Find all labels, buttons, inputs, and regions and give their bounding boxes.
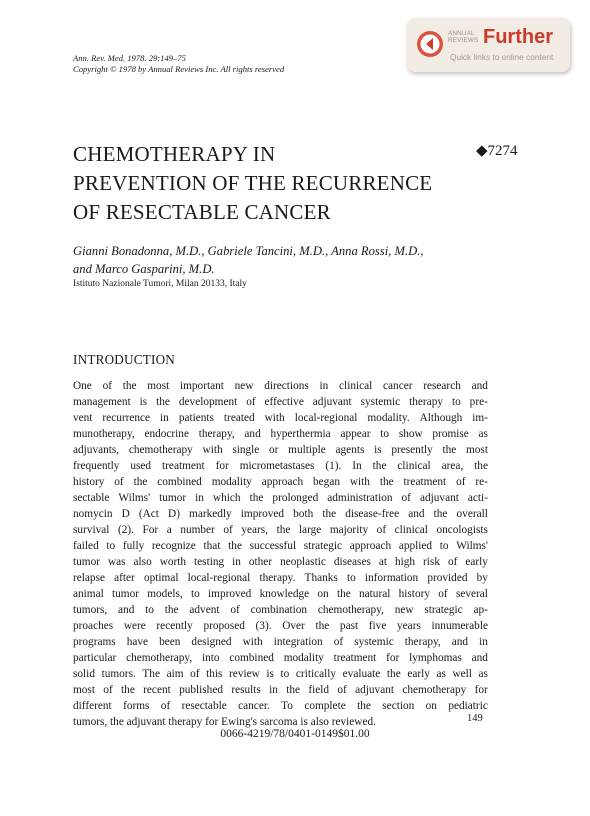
- text-line: [73, 378, 488, 394]
- word: adjuvant: [312, 396, 352, 408]
- word: adjuvant: [126, 716, 169, 728]
- annual-reviews-wordmark: [448, 30, 478, 44]
- word: treated: [223, 412, 255, 424]
- word: risk: [423, 556, 440, 568]
- word: sarcoma: [259, 716, 301, 728]
- word: and: [118, 604, 135, 616]
- text-line: [73, 586, 488, 602]
- word: the: [164, 604, 179, 616]
- word: on: [425, 700, 437, 712]
- word: multiple: [288, 444, 326, 456]
- text-line: [73, 602, 488, 618]
- word: that: [203, 540, 221, 552]
- word: In: [352, 460, 362, 472]
- author-list: [73, 242, 424, 278]
- word: the: [286, 684, 301, 696]
- word: disease-free: [345, 508, 400, 520]
- text-line: [73, 522, 488, 538]
- word: oncologists: [436, 524, 488, 536]
- word: or: [269, 444, 279, 456]
- word: area,: [441, 460, 464, 472]
- word: as: [436, 668, 446, 680]
- word: results: [231, 684, 261, 696]
- word: effective: [264, 396, 304, 408]
- word: micrometastases: [239, 460, 315, 472]
- word: combined: [229, 652, 274, 664]
- word: field: [308, 684, 330, 696]
- word: five: [368, 620, 387, 632]
- word: modality.: [367, 412, 410, 424]
- word: number: [180, 524, 215, 536]
- word: in: [269, 684, 278, 696]
- word: vent: [73, 412, 93, 424]
- word: diseases: [333, 556, 371, 568]
- word: designed: [191, 636, 232, 648]
- word: markedly: [189, 508, 232, 520]
- word: is: [300, 716, 311, 728]
- word: and: [471, 380, 488, 392]
- word: and: [408, 508, 425, 520]
- word: appear: [340, 428, 371, 440]
- word: development: [178, 396, 238, 408]
- title-line: OF RESECTABLE CANCER: [73, 200, 331, 224]
- word: of: [438, 588, 448, 600]
- word: overall: [456, 508, 488, 520]
- word: approach: [261, 476, 304, 488]
- word: One: [73, 380, 92, 392]
- author-line: Gianni Bonadonna, M.D., Gabriele Tancini, M.D., Anna Rossi, M.D.,: [73, 244, 424, 258]
- word: clinical: [394, 524, 428, 536]
- word: important: [179, 380, 224, 392]
- word: treatment: [403, 476, 447, 488]
- word: of: [190, 668, 200, 680]
- word: of: [160, 700, 171, 712]
- word: of: [114, 476, 124, 488]
- word: as: [478, 668, 488, 680]
- text-line: [73, 618, 488, 634]
- word: the: [133, 476, 148, 488]
- text-line: [73, 490, 488, 506]
- word: local-regional: [294, 412, 358, 424]
- word: endocrine: [144, 428, 189, 440]
- word: the: [276, 524, 291, 536]
- title-line: PREVENTION OF THE RECURRENCE: [73, 171, 433, 195]
- word: tumors,: [73, 604, 108, 616]
- word: both: [293, 508, 314, 520]
- word: the: [442, 444, 457, 456]
- word: natural: [359, 588, 391, 600]
- word: early: [465, 556, 488, 568]
- word: the: [474, 460, 488, 472]
- word: ap-: [473, 604, 488, 616]
- word: of: [333, 636, 344, 648]
- word: hyperthermia: [270, 428, 331, 440]
- word: re-: [475, 476, 488, 488]
- word: Although: [419, 412, 463, 424]
- word: history: [398, 588, 431, 600]
- word: also: [310, 716, 332, 728]
- word: of: [102, 380, 112, 392]
- word: for: [205, 716, 222, 728]
- word: after: [114, 572, 135, 584]
- word: the: [121, 684, 135, 696]
- word: chemotherapy: [128, 444, 193, 456]
- text-line: [73, 634, 488, 650]
- word: at: [378, 556, 387, 568]
- word: of: [337, 684, 347, 696]
- title-line: CHEMOTHERAPY IN: [73, 142, 276, 166]
- word: (Act: [138, 508, 159, 520]
- word: clinical: [339, 380, 373, 392]
- word: tumor: [112, 588, 139, 600]
- word: published: [179, 684, 223, 696]
- word: promise: [432, 428, 469, 440]
- word: acti-: [467, 492, 488, 504]
- word: combination: [250, 604, 308, 616]
- word: programs: [73, 636, 116, 648]
- word: munotherapy,: [73, 428, 135, 440]
- word: critically: [295, 668, 337, 680]
- word: have: [126, 636, 149, 648]
- word: of: [230, 604, 240, 616]
- word: to: [280, 668, 290, 680]
- word: most: [147, 380, 170, 392]
- article-number: ◆7274: [476, 143, 518, 159]
- word: tumor: [73, 556, 100, 568]
- word: successful: [249, 540, 297, 552]
- word: and: [451, 636, 469, 648]
- word: For: [142, 524, 159, 536]
- word: therapy,: [404, 636, 441, 648]
- word: clinical: [397, 460, 431, 472]
- word: reviewed.: [331, 716, 376, 728]
- affiliation: Istituto Nazionale Tumori, Milan 20133, Italy: [73, 279, 247, 289]
- word: chemotherapy: [402, 684, 467, 696]
- author-line: and Marco Gasparini, M.D.: [73, 262, 215, 276]
- word: aim: [166, 668, 184, 680]
- word: improved: [208, 588, 252, 600]
- word: recognize: [151, 540, 196, 552]
- word: is: [266, 668, 274, 680]
- word: information: [364, 572, 419, 584]
- word: in: [319, 380, 329, 392]
- word: majority: [329, 524, 369, 536]
- text-line: [73, 458, 488, 474]
- word: the: [379, 476, 394, 488]
- word: the: [228, 540, 242, 552]
- word: to: [145, 604, 154, 616]
- word: Thanks: [304, 572, 338, 584]
- word: tumor: [159, 492, 187, 504]
- article-code: 0066-4219/78/0401-0149$01.00: [220, 728, 370, 740]
- word: therapy: [409, 396, 443, 408]
- text-line: [73, 426, 488, 442]
- word: neoplastic: [280, 556, 326, 568]
- citation-line-journal: Ann. Rev. Med. 1978. 29:149–75: [73, 53, 186, 63]
- play-arrow-icon: [416, 30, 444, 58]
- text-line: [73, 442, 488, 458]
- word: proposed: [203, 620, 245, 632]
- word: tumors,: [73, 716, 111, 728]
- word: to: [439, 540, 449, 552]
- citation-line-copyright: Copyright © 1978 by Annual Reviews Inc. All rights reserved: [73, 64, 285, 74]
- word: presently: [391, 444, 433, 456]
- word: for: [474, 684, 488, 696]
- word: with: [349, 476, 370, 488]
- word: modality: [283, 652, 324, 664]
- word: the: [357, 700, 371, 712]
- word: management: [73, 396, 131, 408]
- word: different: [73, 700, 112, 712]
- word: the: [122, 380, 137, 392]
- word: of: [103, 684, 113, 696]
- text-line: [73, 554, 488, 570]
- text-line: [73, 666, 488, 682]
- wordmark-reviews: REVIEWS: [448, 37, 479, 44]
- word: research: [423, 380, 461, 392]
- word: early: [407, 668, 430, 680]
- word: also: [133, 556, 152, 568]
- text-line: [73, 570, 488, 586]
- word: D: [121, 508, 130, 520]
- word: advent: [189, 604, 220, 616]
- word: of: [447, 556, 458, 568]
- word: were: [123, 620, 146, 632]
- word: the: [110, 716, 127, 728]
- word: the: [249, 492, 264, 504]
- word: the: [315, 620, 330, 632]
- word: innumerable: [431, 620, 488, 632]
- word: agents: [335, 444, 365, 456]
- word: recently: [156, 620, 193, 632]
- word: and: [471, 652, 488, 664]
- word: pediatric: [448, 700, 488, 712]
- word: To: [281, 700, 293, 712]
- word: local-regional: [187, 572, 251, 584]
- word: past: [339, 620, 359, 632]
- word: of: [223, 524, 233, 536]
- word: and: [244, 428, 261, 440]
- word: fully: [122, 540, 145, 552]
- word: particular: [73, 652, 117, 664]
- word: prolonged: [272, 492, 319, 504]
- word: most: [465, 444, 488, 456]
- word: nomycin: [73, 508, 113, 520]
- text-line: [73, 682, 488, 698]
- word: The: [142, 668, 160, 680]
- page-number: 149: [467, 713, 483, 724]
- word: sectable: [73, 492, 110, 504]
- word: to: [106, 540, 116, 552]
- text-line: [73, 410, 488, 426]
- word: is: [374, 444, 382, 456]
- word: of: [401, 492, 411, 504]
- word: the: [372, 460, 387, 472]
- journal-citation: [73, 53, 284, 75]
- text-line: [73, 506, 488, 522]
- word: for: [386, 652, 400, 664]
- word: with: [202, 444, 223, 456]
- word: used: [130, 460, 152, 472]
- word: cancer: [383, 380, 413, 392]
- word: single: [232, 444, 260, 456]
- word: the: [433, 508, 448, 520]
- further-tagline: Quick links to online content: [450, 52, 554, 62]
- word: several: [455, 588, 488, 600]
- word: as: [478, 428, 488, 440]
- word: testing: [194, 556, 225, 568]
- word: administration: [327, 492, 393, 504]
- word: applied: [398, 540, 433, 552]
- word: modality: [211, 476, 252, 488]
- word: history: [73, 476, 105, 488]
- word: worth: [159, 556, 187, 568]
- word: evaluate: [342, 668, 381, 680]
- word: chemotherapy,: [317, 604, 384, 616]
- word: to: [451, 396, 461, 408]
- body-paragraph: [73, 378, 488, 730]
- word: pre-: [469, 396, 488, 408]
- word: strategic: [303, 540, 343, 552]
- article-title: [73, 140, 473, 227]
- text-line: [73, 538, 488, 554]
- word: with: [264, 412, 285, 424]
- word: systemic: [360, 396, 401, 408]
- word: for: [215, 460, 229, 472]
- word: (3).: [255, 620, 272, 632]
- word: optimal: [143, 572, 179, 584]
- word: tumors.: [101, 668, 136, 680]
- word: began: [313, 476, 340, 488]
- word: other: [248, 556, 273, 568]
- word: (2).: [117, 524, 134, 536]
- word: lymphomas: [409, 652, 462, 664]
- word: provided: [427, 572, 468, 584]
- word: chemotherapy,: [126, 652, 193, 664]
- word: recent: [143, 684, 171, 696]
- word: to: [380, 428, 390, 440]
- word: therapy,: [198, 428, 235, 440]
- word: large: [298, 524, 322, 536]
- word: the: [322, 508, 337, 520]
- word: Wilms': [118, 492, 151, 504]
- text-line: [73, 698, 488, 714]
- word: adjuvants,: [73, 444, 120, 456]
- word: well: [452, 668, 472, 680]
- word: years,: [241, 524, 269, 536]
- word: years: [397, 620, 421, 632]
- word: the: [156, 396, 170, 408]
- word: solid: [73, 668, 95, 680]
- word: in: [160, 412, 169, 424]
- word: in: [232, 556, 241, 568]
- word: which: [212, 492, 241, 504]
- word: on: [317, 588, 329, 600]
- word: adjuvant: [419, 492, 459, 504]
- word: review: [229, 668, 260, 680]
- word: complete: [304, 700, 346, 712]
- word: new: [394, 604, 414, 616]
- word: animal: [73, 588, 104, 600]
- further-label: Further: [483, 26, 553, 48]
- word: the: [386, 668, 401, 680]
- word: treatment: [162, 460, 205, 472]
- word: combined: [157, 476, 202, 488]
- word: most: [73, 684, 95, 696]
- word: with: [242, 636, 263, 648]
- word: the: [336, 588, 351, 600]
- word: proaches: [73, 620, 114, 632]
- word: of: [376, 524, 387, 536]
- word: by: [476, 572, 488, 584]
- word: of: [456, 476, 466, 488]
- word: new: [234, 380, 254, 392]
- word: recurrence: [102, 412, 151, 424]
- word: Ewing's: [221, 716, 260, 728]
- text-line: [73, 474, 488, 490]
- word: patients: [178, 412, 214, 424]
- word: relapse: [73, 572, 105, 584]
- word: Over: [282, 620, 305, 632]
- word: section: [382, 700, 415, 712]
- word: failed: [73, 540, 99, 552]
- word: (1).: [325, 460, 342, 472]
- further-badge[interactable]: [407, 18, 570, 72]
- word: frequently: [73, 460, 120, 472]
- word: knowledge: [259, 588, 310, 600]
- word: adjuvant: [355, 684, 395, 696]
- word: forms: [123, 700, 150, 712]
- word: a: [166, 524, 172, 536]
- word: im-: [472, 412, 488, 424]
- word: in: [195, 492, 204, 504]
- section-heading: INTRODUCTION: [73, 352, 176, 367]
- word: into: [201, 652, 220, 664]
- word: therapy.: [259, 572, 296, 584]
- word: integration: [273, 636, 323, 648]
- word: Wilms': [456, 540, 488, 552]
- word: resectable: [181, 700, 227, 712]
- word: this: [206, 668, 223, 680]
- word: strategic: [424, 604, 463, 616]
- word: was: [107, 556, 126, 568]
- word: to: [190, 588, 200, 600]
- word: is: [139, 396, 148, 408]
- word: high: [394, 556, 416, 568]
- word: of: [246, 396, 256, 408]
- text-line: [73, 394, 488, 410]
- word: show: [398, 428, 423, 440]
- word: to: [346, 572, 356, 584]
- word: approach: [349, 540, 392, 552]
- wordmark-annual: ANNUAL: [448, 30, 475, 37]
- word: therapy: [168, 716, 206, 728]
- word: been: [159, 636, 181, 648]
- word: treatment: [333, 652, 377, 664]
- word: models,: [147, 588, 183, 600]
- word: directions: [264, 380, 309, 392]
- word: D): [168, 508, 180, 520]
- word: in: [479, 636, 488, 648]
- word: cancer.: [238, 700, 270, 712]
- text-line: [73, 650, 488, 666]
- word: improved: [240, 508, 285, 520]
- word: survival: [73, 524, 110, 536]
- word: systemic: [354, 636, 394, 648]
